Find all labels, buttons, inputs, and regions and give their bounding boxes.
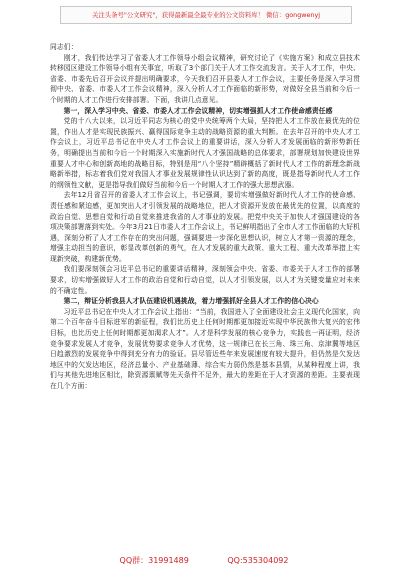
paragraph: 党的十八大以来，以习近平同志为核心的党中央统筹两个大局，坚持把人才工作放在最优先的位置，作出人才是实现民族振兴、赢得国际竞争主动的战略资源的重大判断。在去年召开的中央人才工作会议上，习近平总书记在中央人才工作会议上的重要讲话，深入分析人才发展面临的新形势新任务，明确提出当前和今后一个时期深入实施新时代人才强国战略的总体要求，部署规划加快建设世界重要人才中心和创新高地的战略目标，特别是用“八个坚持”精辟概括了新时代人才工作的新理念新战略新举措，标志着我们党对我国人才事业发展规律性认识达到了新的高度，既是指导新时代人才工作的纲领性文献，更是指导我们做好当前和今后一个时期人才工作的强大思想武器。: [50, 117, 360, 189]
salutation: 同志们：: [50, 43, 78, 51]
banner-text: 关注头条号"公文研究"，获得最新最全最专业的公文资料库！ 微信：gongwenyj: [91, 11, 321, 19]
paragraph: 去年12月省召开的省委人才工作会议上，书记强调，要切实增强做好新时代人才工作的使命感、责任感和紧迫感，更加突出人才引领发展的战略地位，把人才资源开发放在最优先的位置，以高度的政治自觉、思想自觉和行动自觉来推进我省的人才事业的发展。把党中央关于加快人才强国建设的各项决策部署落到实处。今年3月21日市委人才工作会议上，书记鲜明指出了全市人才工作面临的大好机遇，深刻分析了人才工作存在的突出问题，强调要进一步深化思想认识，树立人才第一资源的理念，增强主动担当的意识，彰显改革创新的勇气，在人才发展的重大政策、重大工程、重大改革举措上实现新突破，构建新优势。: [50, 191, 360, 263]
document-body: [50, 42, 360, 392]
header-banner: [60, 6, 352, 24]
paragraph: 我们要深刻领会习近平总书记的重要讲话精神，深刻领会中央、省委、市委关于人才工作的部署要求，切实增强做好人才工作的政治自觉和行动自觉，以人才引领发展，以人才为关键变量应对未来的不确定性。: [50, 265, 360, 295]
paragraph-intro: 刚才，我们传达学习了省委人才工作领导小组会议精神，研究讨论了《实施方案》和成立县技术转移园区建设工作领导小组有关事宜，听取了3个部门关于人才工作交流发言。关于人才工作，中央、省委、市委先后召开会议并提出明确要求，今天我们召开县委人才工作会议，主要任务是深入学习贯彻中央、省委、市委人才工作会议精神，深入分析人才工作面临的新形势，对做好全县当前和今后一个时期的人才工作进行安排部署。下面，我讲几点意见。: [50, 53, 360, 104]
footer-qq-number: QQ:535304092: [227, 556, 289, 565]
section-heading-2: 第二，辩证分析我县人才队伍建设机遇挑战，着力增强抓好全县人才工作的信心决心: [63, 297, 319, 306]
footer-contact: [0, 555, 408, 566]
footer-qq-group: QQ群：31991489: [119, 556, 189, 565]
section-heading-1: 第一，深入学习中央、省委、市委人才工作会议精神，切实增强抓人才工作使命感责任感: [63, 106, 333, 115]
paragraph: 习近平总书记在中央人才工作会议上指出：“当前，我国进入了全面建设社会主义现代化国家，向第二个百年奋斗目标进军的新征程，我们比历史上任何时期都更加接近实现中华民族伟大复兴的宏伟目标，也比历史上任何时期都更加渴求人才”。人才是科学发展的核心竞争力，实践也一再证明，经济竞争要求发展人才竞争，发展优势要求竞争人才优势，这一规律已在长三角、珠三角、京津冀等地区日趋激烈的发展竞争中得到充分有力的验证。县尽管近些年来发展速度有较大提升，但仍然是欠发达地区中的欠发达地区，经济总量小、产业基础薄、综合实力弱仍然是基本县情，从某种程度上讲，我们与其他先进地区相比，除资源禀赋等先天条件不足外，最大的差距在于人才资源的差距。主要表现在几个方面：: [50, 307, 360, 390]
